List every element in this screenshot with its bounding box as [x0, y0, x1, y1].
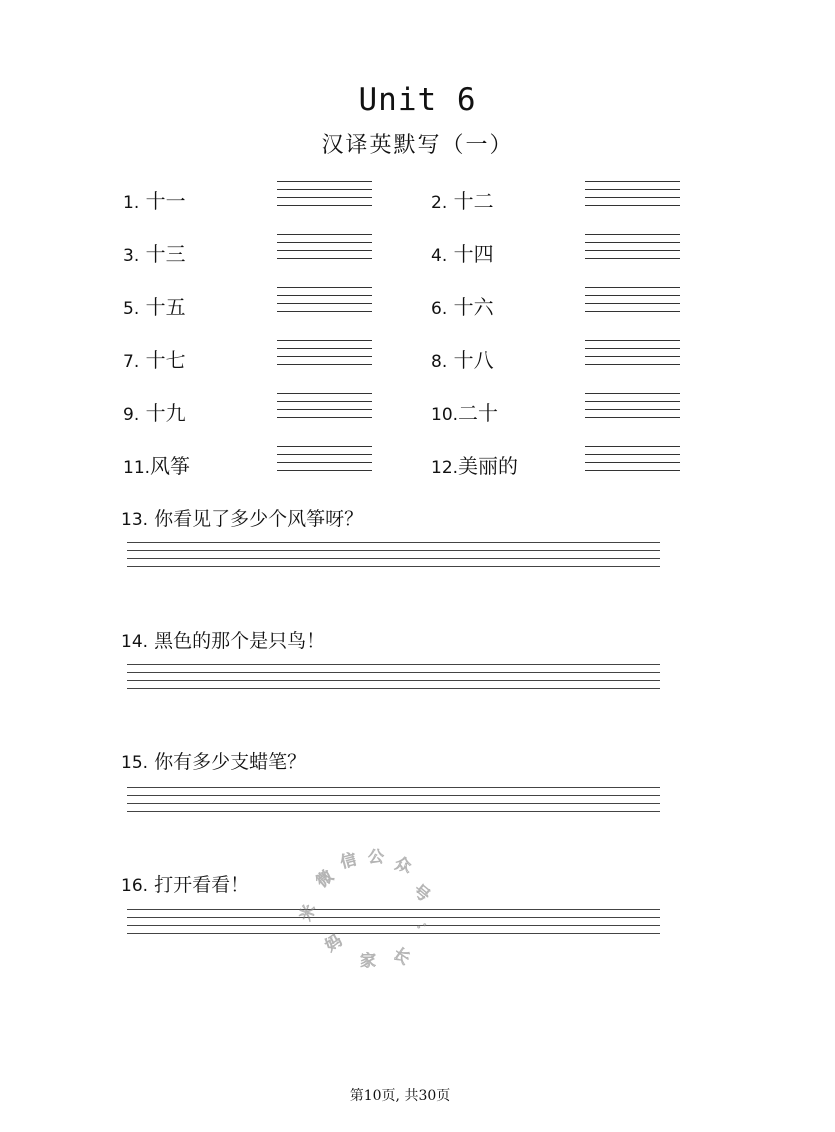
watermark-stamp: [295, 847, 440, 978]
svg-text:微: 微: [312, 866, 337, 892]
svg-text:信: 信: [338, 849, 359, 872]
sentence-14: 14. 黑色的那个是只鸟！: [121, 630, 326, 652]
svg-text:家: 家: [360, 951, 377, 970]
svg-text:公: 公: [368, 847, 385, 866]
answer-lines-2[interactable]: [585, 181, 680, 213]
page-title: Unit 6: [358, 82, 477, 118]
answer-lines-10[interactable]: [585, 393, 680, 425]
page-footer: 第10页, 共30页: [349, 1088, 451, 1104]
svg-text:号: 号: [409, 880, 434, 906]
svg-text:长: 长: [389, 943, 414, 969]
answer-lines-7[interactable]: [277, 340, 372, 372]
sentence-15: 15. 你有多少支蜡笔？: [121, 751, 307, 773]
answer-lines-3[interactable]: [277, 234, 372, 266]
answer-lines-8[interactable]: [585, 340, 680, 372]
sentence-13: 13. 你看见了多少个风筝呀？: [121, 508, 364, 530]
svg-text:众: 众: [392, 853, 414, 877]
sentence-lines-13[interactable]: [127, 542, 660, 574]
svg-text:米: 米: [295, 901, 320, 924]
answer-lines-6[interactable]: [585, 287, 680, 319]
sentence-16: 16. 打开看看！: [121, 874, 250, 896]
answer-lines-9[interactable]: [277, 393, 372, 425]
answer-lines-12[interactable]: [585, 446, 680, 478]
svg-text:：: ：: [412, 918, 436, 941]
answer-lines-4[interactable]: [585, 234, 680, 266]
page-subtitle: 汉译英默写（一）: [321, 133, 514, 158]
answer-lines-1[interactable]: [277, 181, 372, 213]
answer-lines-5[interactable]: [277, 287, 372, 319]
sentence-lines-14[interactable]: [127, 664, 660, 696]
svg-text:妈: 妈: [321, 930, 346, 956]
sentence-lines-15[interactable]: [127, 787, 660, 819]
answer-lines-11[interactable]: [277, 446, 372, 478]
